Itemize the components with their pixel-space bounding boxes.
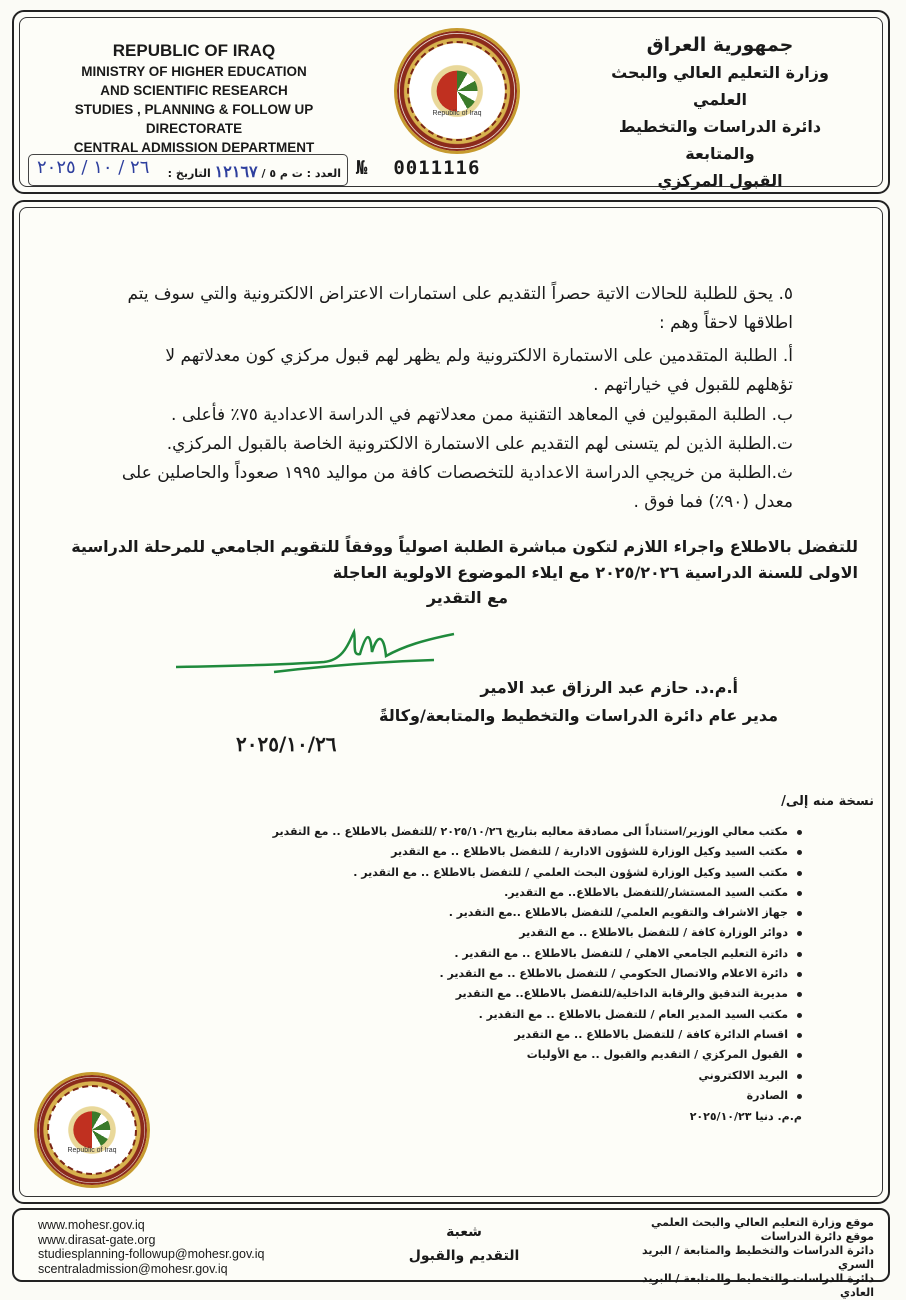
footer-descriptions bbox=[614, 1216, 874, 1300]
sub-item-b: ب. الطلبة المقبولين في المعاهد التقنية ممن معدلاتهم في الدراسة الاعدادية ٧٥٪ فأعلى . bbox=[171, 405, 793, 425]
ref-number-handwritten: ١٢١٦٧ bbox=[214, 162, 258, 181]
cc-item: دائرة الاعلام والاتصال الحكومي / للتفضل بالاطلاع .. مع التقدير . bbox=[182, 964, 802, 984]
footer-section-line: التقديم والقبول bbox=[408, 1248, 520, 1264]
cc-item: مكتب السيد المستشار/للتفضل بالاطلاع.. مع التقدير. bbox=[182, 883, 802, 903]
signer-title: مدير عام دائرة الدراسات والتخطيط والمتابعة/وكالةً bbox=[379, 706, 778, 725]
cc-item: البريد الالكتروني bbox=[182, 1066, 802, 1086]
cc-item: اقسام الدائرة كافة / للتفضل بالاطلاع .. مع التقدير bbox=[182, 1025, 802, 1045]
english-heading-line: AND SCIENTIFIC RESEARCH bbox=[100, 83, 288, 98]
cc-item: دوائر الوزارة كافة / للتفضل بالاطلاع .. مع التقدير bbox=[182, 923, 802, 943]
date-label: التاريخ : bbox=[167, 167, 211, 180]
cc-heading: نسخة منه إلى/ bbox=[781, 794, 874, 809]
sub-item-t: ت.الطلبة الذين لم يتسنى لهم التقديم على الاستمارة الالكترونية الخاصة بالقبول المركزي. bbox=[166, 434, 793, 454]
handwritten-signature-icon bbox=[174, 622, 464, 682]
sub-item-a: أ. الطلبة المتقدمين على الاستمارة الالكترونية ولم يظهر لهم قبول مركزي كون معدلاتهم لا تؤهلهم للقبول في خياراتهم . bbox=[165, 346, 793, 395]
cc-item: مديرية التدقيق والرقابة الداخلية/للتفضل بالاطلاع.. مع التقدير bbox=[182, 984, 802, 1004]
number-sign: № bbox=[356, 157, 369, 179]
footer-link[interactable]: www.dirasat-gate.org bbox=[38, 1232, 156, 1247]
document-number bbox=[356, 157, 480, 179]
seal-caption: Republic of Iraq bbox=[67, 1147, 117, 1155]
footer-links bbox=[38, 1218, 264, 1276]
cc-item: مكتب السيد المدير العام / للتفضل بالاطلاع .. مع التقدير . bbox=[182, 1005, 802, 1025]
arabic-heading-line: دائرة الدراسات والتخطيط والمتابعة bbox=[618, 117, 822, 163]
cc-item: مكتب السيد وكيل الوزارة للشؤون الادارية / للتفضل بالاطلاع .. مع التقدير bbox=[182, 842, 802, 862]
arabic-heading-line: القبول المركزي bbox=[657, 171, 783, 190]
footnote: م.م. دنيا ٢٠٢٥/١٠/٢٣ bbox=[689, 1110, 802, 1123]
english-heading-line: CENTRAL ADMISSION DEPARTMENT bbox=[73, 140, 315, 155]
letterhead bbox=[12, 10, 890, 194]
cc-item: الصادرة bbox=[182, 1086, 802, 1106]
footer-description: دائرة الدراسات والتخطيط والمتابعة / البريد السري bbox=[641, 1244, 874, 1271]
footer-section bbox=[394, 1220, 534, 1268]
english-heading-line: REPUBLIC OF IRAQ bbox=[112, 41, 276, 60]
footer-section-line: شعبة bbox=[446, 1224, 482, 1240]
cc-item: مكتب معالي الوزير/استناداً الى مصادقة معاليه بتاريخ ٢٠٢٥/١٠/٢٦ /للتفضل بالاطلاع .. مع التقدير bbox=[182, 822, 802, 842]
english-heading bbox=[34, 40, 354, 157]
footer-description: دائرة الدراسات والتخطيط والمتابعة / البريد العادي bbox=[641, 1272, 874, 1299]
ministry-seal-icon bbox=[34, 1072, 150, 1188]
cc-item: مكتب السيد وكيل الوزارة لشؤون البحث العلمي / للتفضل بالاطلاع .. مع التقدير . bbox=[182, 863, 802, 883]
ministry-seal-icon bbox=[394, 28, 520, 154]
reference-box bbox=[28, 154, 348, 186]
footer-link[interactable]: scentraladmission@mohesr.gov.iq bbox=[38, 1261, 228, 1276]
arabic-heading-line: وزارة التعليم العالي والبحث العلمي bbox=[611, 63, 829, 109]
footer bbox=[12, 1208, 890, 1299]
footer-description: موقع دائرة الدراسات bbox=[760, 1230, 874, 1243]
reference-label bbox=[168, 162, 341, 181]
arabic-heading-line: جمهورية العراق bbox=[646, 34, 794, 56]
sign-date: ٢٠٢٥/١٠/٢٦ bbox=[236, 732, 337, 756]
letter-body bbox=[12, 200, 890, 1204]
signer-name: أ.م.د. حازم عبد الرزاق عبد الامير bbox=[480, 678, 738, 697]
seal-emblem bbox=[437, 71, 478, 112]
document-number-value: 0011116 bbox=[393, 157, 481, 179]
english-heading-line: STUDIES , PLANNING & FOLLOW UP DIRECTORATE bbox=[74, 102, 314, 136]
date-handwritten: ٢٦ / ١٠ / ٢٠٢٥ bbox=[37, 157, 150, 178]
sub-item-th: ث.الطلبة من خريجي الدراسة الاعدادية للتخصصات كافة من مواليد ١٩٩٥ صعوداً والحاصلين على معدل (٩٠٪) فما فوق . bbox=[121, 463, 793, 512]
seal-caption: Republic of Iraq bbox=[432, 110, 482, 118]
ref-number-label: العدد : ت م ٥ / bbox=[261, 167, 341, 180]
footer-description: موقع وزارة التعليم العالي والبحث العلمي bbox=[651, 1216, 874, 1229]
item-five: ٥. يحق للطلبة للحالات الاتية حصراً التقديم على استمارات الاعتراض الالكترونية والتي سوف يتم اطلاقها لاحقاً وهم : bbox=[127, 284, 793, 333]
cc-item: القبول المركزي / التقديم والقبول .. مع الأوليات bbox=[182, 1045, 802, 1065]
cc-item: دائرة التعليم الجامعي الاهلي / للتفضل بالاطلاع .. مع التقدير . bbox=[182, 944, 802, 964]
cc-list bbox=[182, 822, 802, 1106]
regards: مع التقدير bbox=[426, 588, 508, 607]
cc-item: جهاز الاشراف والتقويم العلمي/ للتفضل بالاطلاع ..مع التقدير . bbox=[182, 903, 802, 923]
footer-link[interactable]: www.mohesr.gov.iq bbox=[38, 1218, 145, 1232]
closing-paragraph: للتفضل بالاطلاع واجراء اللازم لتكون مباشرة الطلبة اصولياً ووفقاً للتقويم الجامعي للمرحلة الدراسية الاولى للسنة الدراسية ٢٠٢٥/٢٠٢٦ مع ايلاء الموضوع الاولوية العاجلة bbox=[71, 537, 858, 582]
english-heading-line: MINISTRY OF HIGHER EDUCATION bbox=[81, 64, 307, 79]
arabic-heading bbox=[590, 32, 850, 194]
footer-link[interactable]: studiesplanning-followup@mohesr.gov.iq bbox=[38, 1247, 265, 1261]
